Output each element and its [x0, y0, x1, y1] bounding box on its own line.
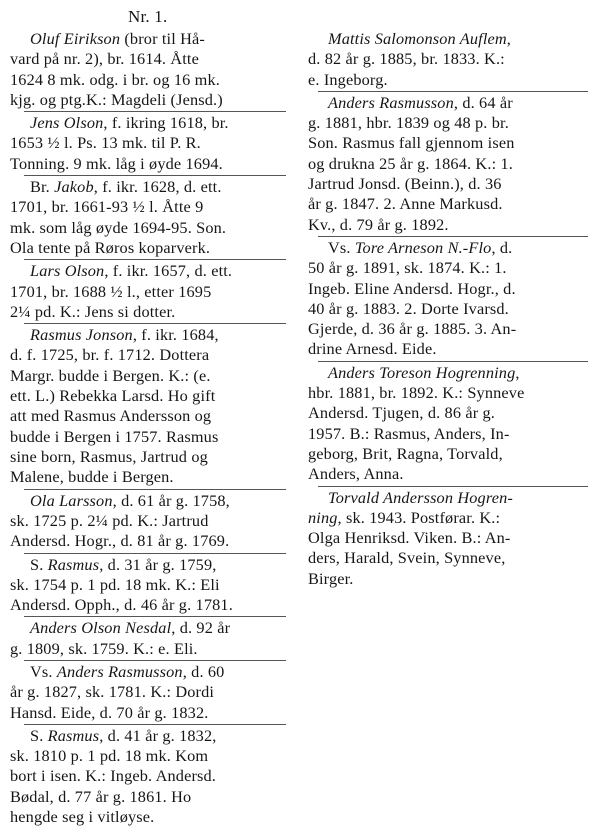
entry-line [10, 662, 292, 682]
genealogy-entry [10, 113, 292, 174]
entry-text: , sk. 1943. Postførar. K.: [337, 507, 501, 527]
entry-text: , [515, 362, 520, 382]
genealogy-entry [308, 488, 592, 589]
entry-line [10, 325, 292, 345]
entry-text: S. [30, 554, 48, 574]
entry-text: 1957. B.: Rasmus, Anders, In- [308, 423, 510, 443]
entry-line [10, 113, 292, 133]
entry-line [10, 467, 292, 487]
entry-line [308, 488, 592, 508]
entry-line [10, 261, 292, 281]
entry-text: , d. 31 år g. 1759, [99, 554, 217, 574]
entry-text: Vs. [30, 662, 57, 681]
entry-line [10, 703, 292, 723]
genealogy-entry [308, 238, 592, 360]
entry-line [10, 511, 292, 531]
entry-separator [24, 323, 286, 324]
entry-line [10, 386, 292, 406]
entry-line [10, 302, 292, 322]
entry-text: 50 år g. 1891, sk. 1874. K.: 1. [308, 258, 507, 278]
person-name: Tore Arneson N.-Flo [354, 238, 492, 257]
entry-separator [24, 175, 286, 176]
entry-text: Andersd. Opph., d. 46 år g. 1781. [10, 595, 233, 615]
person-name: Rasmus [47, 554, 100, 574]
entry-line [10, 29, 292, 49]
entry-line [308, 363, 592, 383]
entry-line [10, 427, 292, 447]
entry-text: hbr. 1881, br. 1892. K.: Synneve [308, 383, 525, 403]
entry-line [10, 238, 292, 258]
entry-line [10, 49, 292, 69]
entry-text: hengde seg i vitløyse. [10, 807, 155, 827]
entry-line [10, 197, 292, 217]
entry-separator [318, 236, 588, 237]
entry-text: Margr. budde i Bergen. K.: (e. [10, 365, 211, 385]
entry-separator [24, 660, 286, 661]
entry-line [308, 383, 592, 403]
entry-text: sk. 1725 p. 2¼ pd. K.: Jartrud [10, 510, 209, 530]
person-name: Mattis Salomonson Auflem [328, 29, 507, 48]
genealogy-entry [308, 363, 592, 485]
entry-text: år g. 1827, sk. 1781. K.: Dordi [10, 682, 215, 702]
entry-text: og drukna 25 år g. 1864. K.: 1. [308, 153, 513, 173]
entry-line [10, 218, 292, 238]
entry-line [10, 133, 292, 153]
entry-text: 1653 ½ l. Ps. 13 mk. til P. R. [10, 133, 201, 153]
entry-line [10, 447, 292, 467]
entry-text: Anders, Anna. [308, 464, 404, 484]
person-name: Jakob [54, 177, 94, 197]
entry-line [10, 177, 292, 197]
genealogy-entry [10, 662, 292, 723]
genealogy-entry [10, 555, 292, 616]
entry-text: Andersd. Tjugen, d. 86 år g. [308, 403, 496, 423]
entry-line [308, 424, 592, 444]
entry-separator [318, 486, 588, 487]
genealogy-entry [10, 325, 292, 487]
entry-text: Br. [30, 177, 55, 197]
entry-text: bort i isen. K.: Ingeb. Andersd. [10, 766, 217, 786]
entry-text: år g. 1847. 2. Anne Markusd. [308, 194, 503, 214]
entry-line [308, 279, 592, 299]
entry-line [308, 174, 592, 194]
entry-line [10, 555, 292, 575]
entry-text: Andersd. Hogr., d. 81 år g. 1769. [10, 531, 230, 551]
entry-text: d. 82 år g. 1885, br. 1833. K.: [308, 49, 505, 69]
entry-separator [24, 724, 286, 725]
entry-text: 1701, br. 1661-93 ½ l. Åtte 9 [10, 197, 204, 217]
entry-line [308, 215, 592, 235]
entry-text: , f. ikr. 1657, d. ett. [104, 261, 233, 281]
entry-text: Gjerde, d. 36 år g. 1885. 3. An- [308, 319, 517, 339]
entry-text: , f. ikring 1618, br. [103, 113, 229, 133]
entry-line [10, 282, 292, 302]
entry-text: , d. 41 år g. 1832, [99, 725, 217, 745]
entry-line [308, 319, 592, 339]
entry-text: , [506, 29, 512, 48]
entry-line [308, 113, 592, 133]
entry-text: drine Arnesd. Eide. [308, 339, 437, 359]
entry-text: 1701, br. 1688 ½ l., etter 1695 [10, 281, 212, 301]
entry-text: S. [30, 725, 48, 745]
person-name: Torvald Andersson Hogren- [328, 487, 513, 507]
entry-separator [24, 553, 286, 554]
entry-line [10, 406, 292, 426]
entry-line [308, 238, 592, 258]
entry-text: g. 1809, sk. 1759. K.: e. Eli. [10, 638, 198, 658]
entry-line [308, 508, 592, 528]
entry-text: , d. 61 år g. 1758, [112, 490, 230, 510]
entry-separator [24, 111, 286, 112]
entry-line [10, 726, 292, 746]
genealogy-entry [10, 726, 292, 827]
entry-text: Bødal, d. 77 år g. 1861. Ho [10, 786, 192, 806]
entry-text: Kv., d. 79 år g. 1892. [308, 214, 449, 234]
entry-line [308, 258, 592, 278]
entry-line [308, 49, 592, 69]
entry-text: , f. ikr. 1628, d. ett. [93, 177, 222, 197]
entry-text: kjg. og ptg.K.: Magdeli (Jensd.) [10, 89, 223, 109]
person-name: Anders Rasmusson [328, 92, 454, 112]
genealogy-entry [10, 177, 292, 258]
page-heading: Nr. 1. [128, 7, 168, 26]
genealogy-entry [10, 261, 292, 322]
entry-line [308, 403, 592, 423]
entry-line [308, 548, 592, 568]
entry-text: Olga Henriksd. Viken. B.: An- [308, 528, 511, 548]
person-name: Lars Olson [30, 261, 105, 281]
genealogy-entry [308, 29, 592, 90]
entry-separator [24, 259, 286, 260]
entry-text: g. 1881, hbr. 1839 og 48 p. br. [308, 113, 509, 133]
entry-line [308, 528, 592, 548]
entry-text: Birger. [308, 568, 354, 588]
entry-text: sk. 1810 p. 1 pd. 18 mk. Kom [10, 746, 209, 766]
entry-text: Son. Rasmus fall gjennom isen [308, 133, 515, 153]
entry-line [308, 133, 592, 153]
entry-text: , d. 92 år [171, 618, 231, 638]
entry-line [10, 491, 292, 511]
entry-line [10, 366, 292, 386]
person-name: ning [308, 507, 338, 527]
entry-separator [318, 91, 588, 92]
entry-line [308, 444, 592, 464]
entry-text: (bror til Hå- [120, 29, 205, 48]
entry-text: d. f. 1725, br. f. 1712. Dottera [10, 345, 210, 365]
entry-line [10, 766, 292, 786]
person-name: Ola Larsson [30, 490, 113, 510]
entry-line [10, 154, 292, 174]
entry-line [308, 93, 592, 113]
entry-line [10, 531, 292, 551]
entry-line [10, 345, 292, 365]
entry-line [308, 154, 592, 174]
entry-text: budde i Bergen i 1757. Rasmus [10, 426, 219, 446]
entry-line [308, 29, 592, 49]
entry-text: , d. 64 år [453, 92, 513, 112]
entry-line [10, 807, 292, 827]
entry-text: Ola tente på Røros koparverk. [10, 237, 211, 257]
entry-text: sine born, Rasmus, Jartrud og [10, 446, 208, 466]
person-name: Jens Olson [30, 113, 104, 133]
entry-text: e. Ingeborg. [308, 69, 388, 89]
entry-text: Hansd. Eide, d. 70 år g. 1832. [10, 702, 209, 722]
person-name: Anders Toreson Hogrenning [328, 362, 516, 382]
genealogy-entry [10, 618, 292, 659]
entry-text: ett. L.) Rebekka Larsd. Ho gift [10, 386, 216, 406]
entry-text: att med Rasmus Andersson og [10, 406, 212, 426]
entry-line [308, 464, 592, 484]
entry-line [308, 70, 592, 90]
entry-separator [318, 361, 588, 362]
entry-line [10, 575, 292, 595]
entry-line [10, 746, 292, 766]
person-name: Anders Rasmusson [56, 662, 183, 681]
genealogy-entry [10, 29, 292, 110]
entry-line [10, 682, 292, 702]
entry-line [10, 639, 292, 659]
entry-line [308, 569, 592, 589]
entry-line [308, 194, 592, 214]
entry-text: geborg, Brit, Ragna, Torvald, [308, 443, 503, 463]
entry-text: , d. 60 [182, 662, 225, 681]
entry-text: 40 år g. 1883. 2. Dorte Ivarsd. [308, 298, 509, 318]
entry-text: vard på nr. 2), br. 1614. Åtte [10, 49, 199, 69]
person-name: Rasmus Jonson [30, 325, 133, 345]
person-name: Oluf Eirikson [30, 29, 121, 48]
entry-text: 1624 8 mk. odg. i br. og 16 mk. [10, 69, 220, 89]
genealogy-entry [308, 93, 592, 235]
entry-separator [24, 616, 286, 617]
entry-text: Jartrud Jonsd. (Beinn.), d. 36 [308, 174, 502, 194]
entry-separator [24, 489, 286, 490]
entry-text: , f. ikr. 1684, [132, 325, 219, 345]
entry-line [10, 595, 292, 615]
entry-text: ders, Harald, Svein, Synneve, [308, 548, 506, 568]
person-name: Rasmus [47, 725, 100, 745]
entry-line [10, 618, 292, 638]
entry-text: Ingeb. Eline Andersd. Hogr., d. [308, 278, 516, 298]
entry-line [10, 787, 292, 807]
entry-text: , d. [491, 238, 513, 257]
entry-line [308, 339, 592, 359]
genealogy-entry [10, 491, 292, 552]
entry-text: sk. 1754 p. 1 pd. 18 mk. K.: Eli [10, 574, 220, 594]
entry-text: Tonning. 9 mk. låg i øyde 1694. [10, 153, 223, 173]
entry-text: Vs. [328, 238, 355, 257]
person-name: Anders Olson Nesdal [30, 618, 172, 638]
entry-text: mk. som låg øyde 1694-95. Son. [10, 217, 227, 237]
entry-text: Malene, budde i Bergen. [10, 467, 174, 487]
entry-line [10, 70, 292, 90]
entry-line [308, 299, 592, 319]
entry-text: 2¼ pd. K.: Jens si dotter. [10, 301, 176, 321]
entry-line [10, 90, 292, 110]
